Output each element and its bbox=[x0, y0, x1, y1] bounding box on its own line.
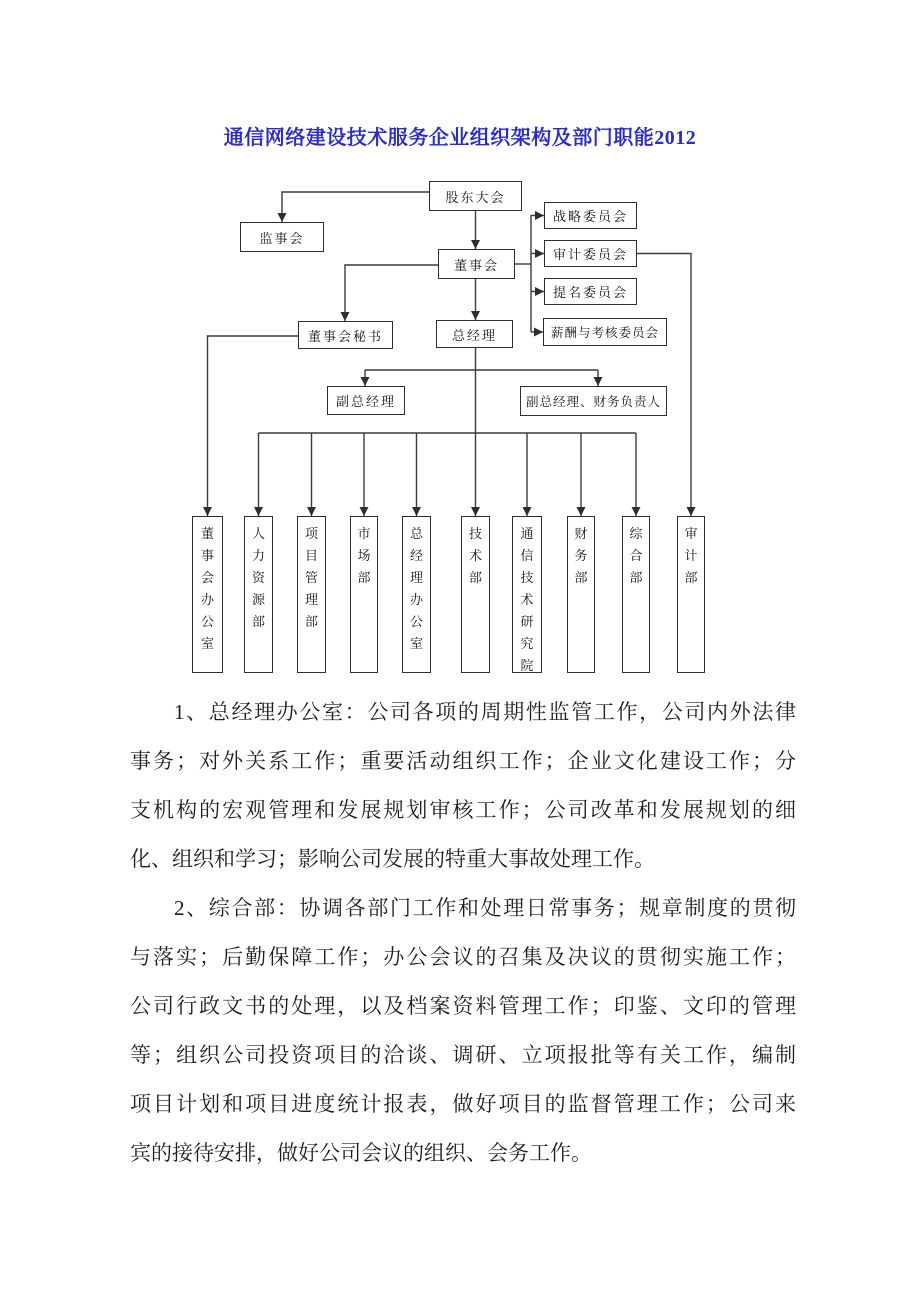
paragraph-line: 公司行政文书的处理，以及档案资料管理工作；印鉴、文印的管理 bbox=[130, 994, 796, 1018]
paragraph-line: 项目计划和项目进度统计报表，做好项目的监督管理工作；公司来 bbox=[130, 1092, 796, 1116]
org-node-char: 研 bbox=[520, 614, 534, 629]
org-node-char: 术 bbox=[468, 548, 482, 563]
org-node-general-manager: 总经理 bbox=[436, 320, 513, 348]
org-node-char: 室 bbox=[409, 636, 423, 651]
org-node-project-mgmt-dept bbox=[297, 516, 326, 673]
org-node-char: 合 bbox=[629, 548, 643, 563]
org-node-board-office bbox=[192, 516, 223, 673]
department-duties-text bbox=[130, 688, 796, 1178]
org-node-char: 办 bbox=[200, 592, 214, 607]
org-node-char: 部 bbox=[629, 570, 643, 585]
org-node-audit-dept bbox=[677, 516, 705, 673]
org-node-deputy-general-manager: 副总经理 bbox=[327, 386, 405, 415]
org-node-char: 通 bbox=[520, 526, 534, 541]
org-node-char: 究 bbox=[520, 636, 534, 651]
org-node-char: 人 bbox=[251, 526, 265, 541]
org-node-char: 部 bbox=[357, 570, 371, 585]
org-node-comm-tech-research-institute bbox=[512, 516, 542, 673]
org-node-finance-dept bbox=[567, 516, 595, 673]
org-node-char: 部 bbox=[684, 570, 698, 585]
org-node-nomination-committee: 提名委员会 bbox=[544, 278, 637, 305]
org-node-char: 财 bbox=[574, 526, 588, 541]
org-node-char: 管 bbox=[304, 570, 318, 585]
org-node-board-secretary: 董事会秘书 bbox=[298, 321, 393, 349]
org-node-strategy-committee: 战略委员会 bbox=[544, 202, 637, 229]
org-node-char: 总 bbox=[409, 526, 423, 541]
org-node-char: 市 bbox=[357, 526, 371, 541]
org-node-char: 力 bbox=[251, 548, 265, 563]
org-node-char: 公 bbox=[200, 614, 214, 629]
org-node-char: 场 bbox=[357, 548, 371, 563]
org-node-char: 计 bbox=[684, 548, 698, 563]
org-node-char: 源 bbox=[251, 592, 265, 607]
paragraph-line: 等；组织公司投资项目的洽谈、调研、立项报批等有关工作，编制 bbox=[130, 1043, 796, 1067]
org-node-char: 公 bbox=[409, 614, 423, 629]
org-node-compensation-assessment-committee: 薪酬与考核委员会 bbox=[543, 318, 667, 346]
org-node-char: 技 bbox=[468, 526, 482, 541]
org-node-char: 审 bbox=[684, 526, 698, 541]
org-node-char: 部 bbox=[574, 570, 588, 585]
org-node-char: 经 bbox=[409, 548, 423, 563]
org-node-supervisory-board: 监事会 bbox=[240, 222, 324, 252]
paragraph-line: 宾的接待安排，做好公司会议的组织、会务工作。 bbox=[130, 1141, 592, 1165]
org-node-char: 项 bbox=[304, 526, 318, 541]
org-node-char: 目 bbox=[304, 548, 318, 563]
paragraph-line: 2、综合部：协调各部门工作和处理日常事务；规章制度的贯彻 bbox=[174, 896, 796, 920]
org-node-hr-dept bbox=[244, 516, 273, 673]
org-node-char: 信 bbox=[520, 548, 534, 563]
org-node-deputy-gm-finance-head: 副总经理、财务负责人 bbox=[520, 386, 667, 416]
org-node-char: 会 bbox=[200, 570, 214, 585]
org-node-char: 综 bbox=[629, 526, 643, 541]
org-node-char: 理 bbox=[409, 570, 423, 585]
paragraph-line: 事务；对外关系工作；重要活动组织工作；企业文化建设工作；分 bbox=[130, 749, 796, 773]
org-node-board-of-directors: 董事会 bbox=[438, 249, 515, 279]
org-node-char: 部 bbox=[251, 614, 265, 629]
paragraph-line: 1、总经理办公室：公司各项的周期性监管工作，公司内外法律 bbox=[174, 700, 796, 724]
org-node-audit-committee: 审计委员会 bbox=[544, 240, 637, 267]
org-node-shareholders-meeting: 股东大会 bbox=[429, 181, 522, 211]
org-node-char: 部 bbox=[304, 614, 318, 629]
org-node-char: 理 bbox=[304, 592, 318, 607]
org-node-char: 办 bbox=[409, 592, 423, 607]
org-node-gm-office bbox=[402, 516, 431, 673]
org-node-char: 事 bbox=[200, 548, 214, 563]
org-node-technology-dept bbox=[461, 516, 490, 673]
org-node-general-affairs-dept bbox=[622, 516, 650, 673]
paragraph-line: 支机构的宏观管理和发展规划审核工作；公司改革和发展规划的细 bbox=[130, 798, 796, 822]
org-node-char: 室 bbox=[200, 636, 214, 651]
paragraph-line: 化、组织和学习；影响公司发展的特重大事故处理工作。 bbox=[130, 847, 655, 871]
paragraph-line: 与落实；后勤保障工作；办公会议的召集及决议的贯彻实施工作； bbox=[130, 945, 796, 969]
org-node-char: 董 bbox=[200, 526, 214, 541]
org-node-char: 资 bbox=[251, 570, 265, 585]
org-node-char: 务 bbox=[574, 548, 588, 563]
org-node-char: 院 bbox=[520, 658, 534, 673]
org-node-marketing-dept bbox=[350, 516, 378, 673]
org-node-char: 术 bbox=[520, 592, 534, 607]
org-node-char: 部 bbox=[468, 570, 482, 585]
org-node-char: 技 bbox=[520, 570, 534, 585]
document-title: 通信网络建设技术服务企业组织架构及部门职能2012 bbox=[223, 127, 697, 149]
